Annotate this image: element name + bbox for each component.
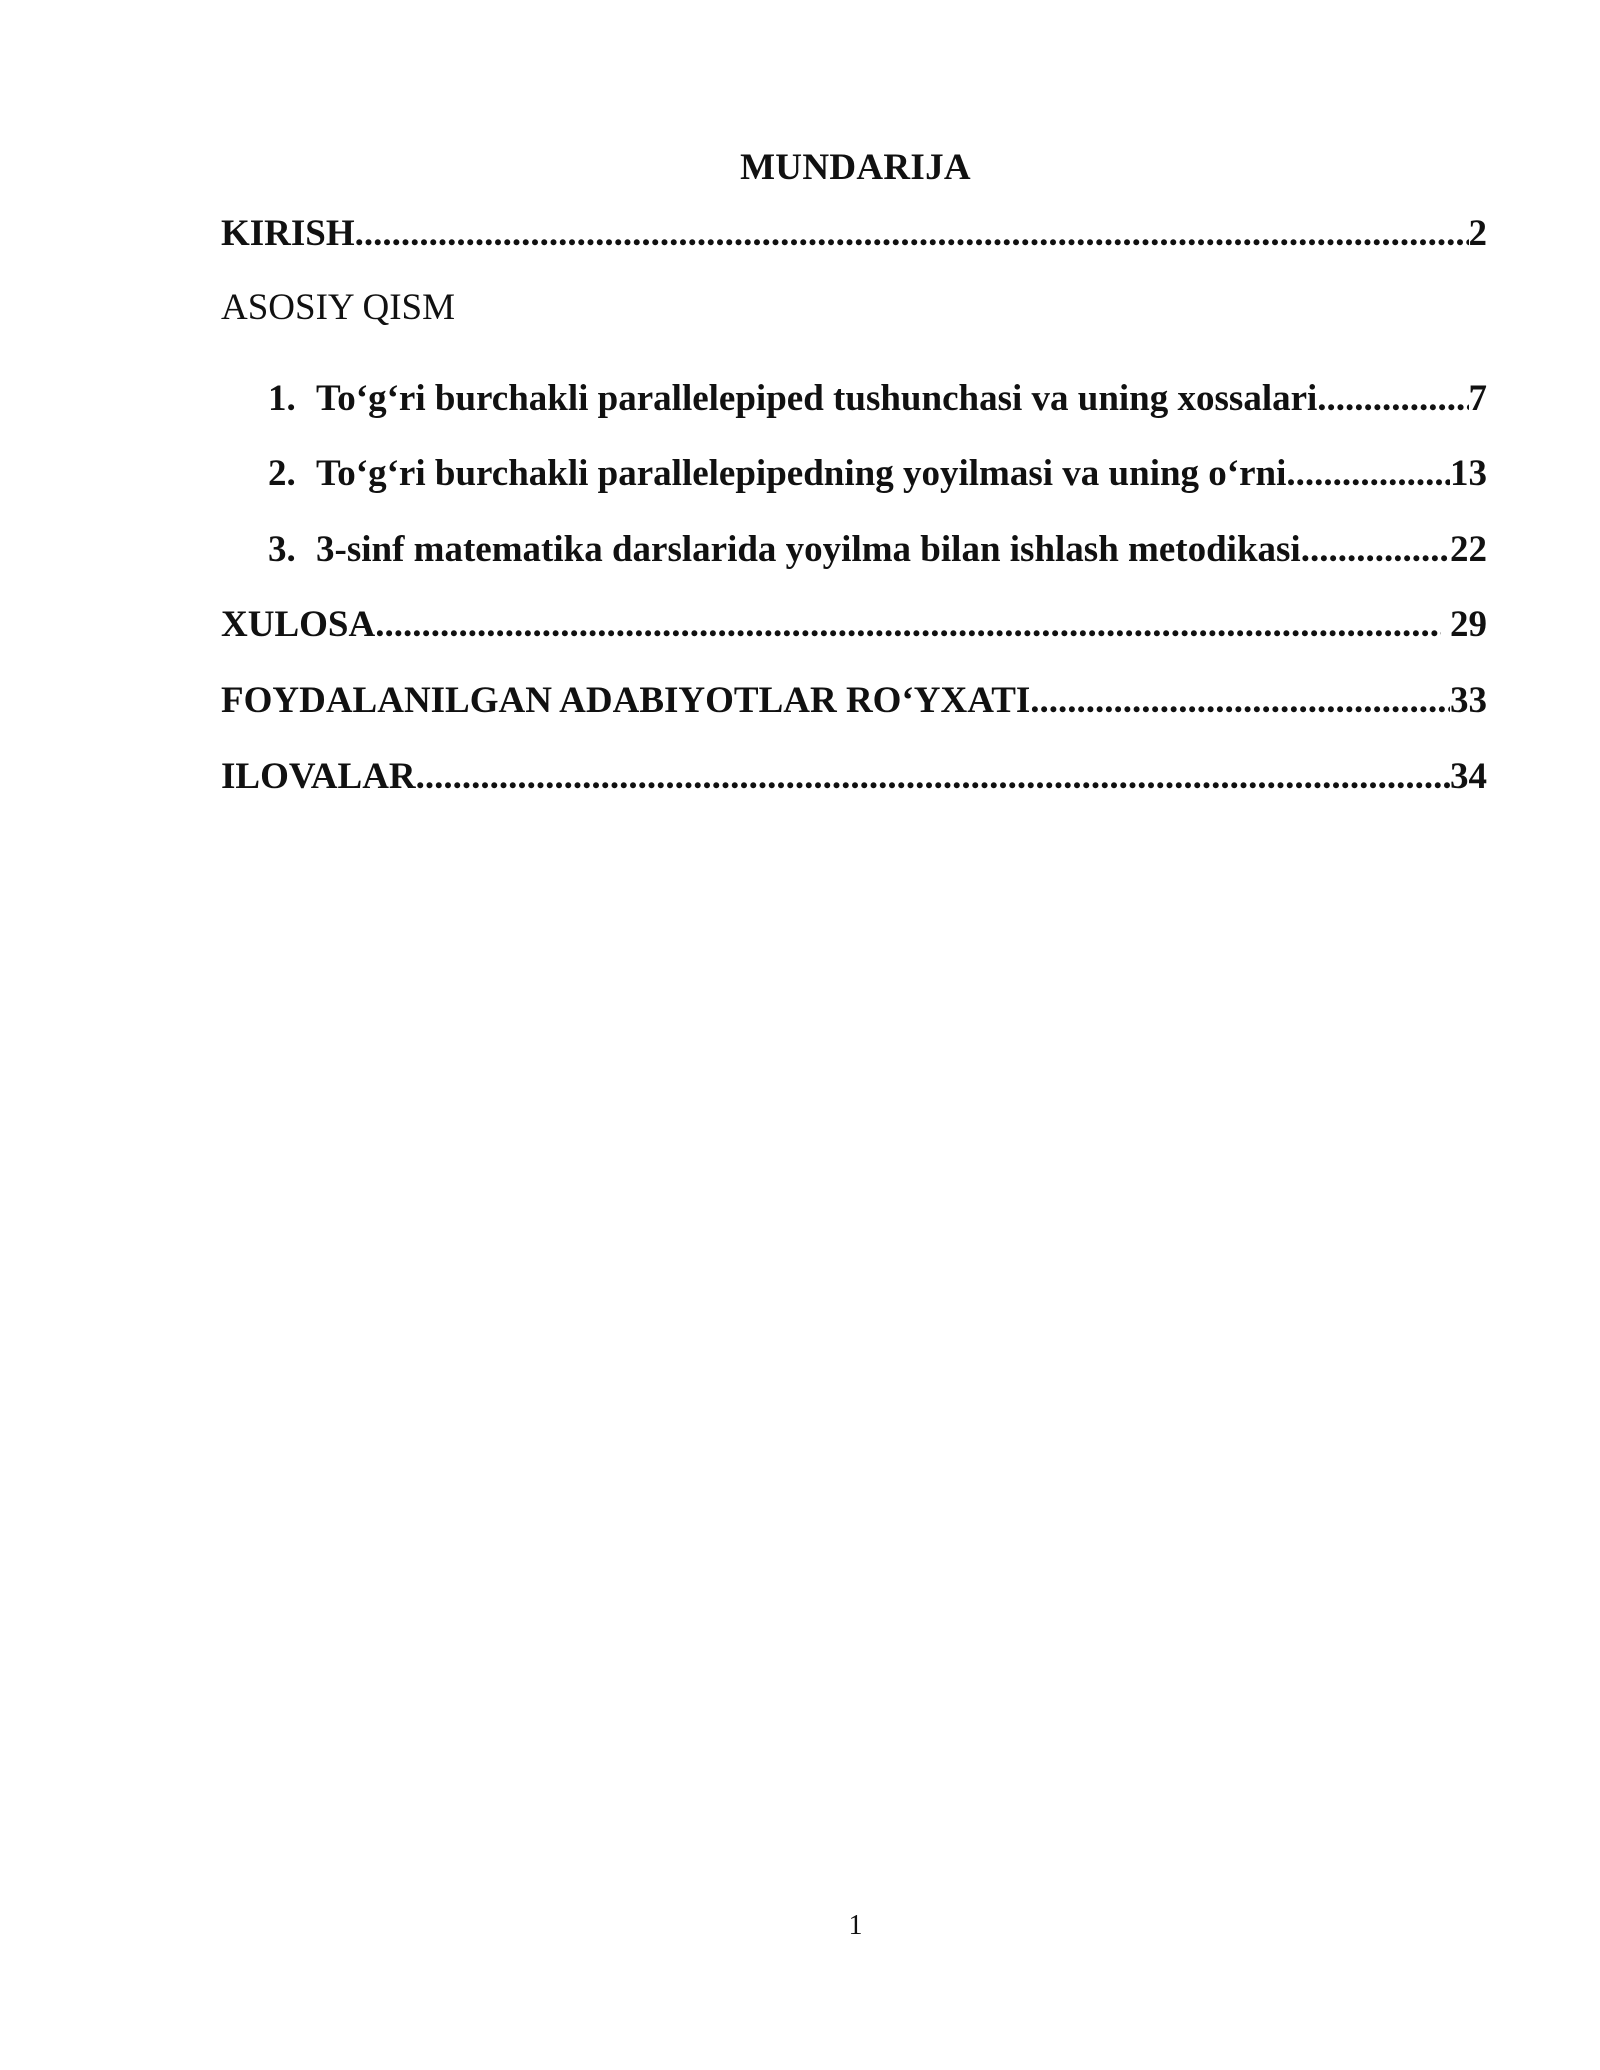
toc-entry-page: 7 — [1468, 378, 1487, 419]
toc-entry-chapter-2[interactable] — [268, 452, 1487, 495]
toc-entry-page: 33 — [1450, 680, 1487, 721]
toc-entry-number: 2. — [268, 453, 296, 494]
dot-leader — [1030, 679, 1450, 722]
toc-entry-page: 22 — [1450, 529, 1487, 570]
toc-entry-label: FOYDALANILGAN ADABIYOTLAR RO‘YXATI — [221, 680, 1031, 721]
dot-leader — [1301, 528, 1450, 571]
toc-entry-chapter-3[interactable] — [268, 528, 1487, 571]
toc-entry-number: 3. — [268, 529, 296, 570]
toc-entry-label: KIRISH — [221, 213, 355, 254]
toc-entry-page: 34 — [1450, 756, 1487, 797]
toc-entry-page: 13 — [1450, 453, 1487, 494]
dot-leader — [375, 603, 1441, 646]
toc-title: MUNDARIJA — [740, 147, 971, 188]
toc-entry-page: 2 — [1468, 213, 1487, 254]
toc-entry-page: 29 — [1440, 604, 1487, 645]
dot-leader — [1317, 377, 1468, 420]
toc-entry-number: 1. — [268, 378, 296, 419]
dot-leader — [355, 212, 1469, 255]
dot-leader — [1286, 452, 1450, 495]
dot-leader — [416, 755, 1450, 798]
toc-entry-label: To‘g‘ri burchakli parallelepipedning yoyilmasi va uning o‘rni — [316, 453, 1287, 494]
page-number: 1 — [848, 1910, 863, 1941]
toc-entry-label: To‘g‘ri burchakli parallelepiped tushunchasi va uning xossalari — [316, 378, 1318, 419]
toc-entry-adabiyotlar[interactable] — [221, 679, 1487, 722]
toc-entry-xulosa[interactable] — [221, 603, 1487, 646]
toc-entry-chapter-1[interactable] — [268, 377, 1487, 420]
toc-entry-label: XULOSA — [221, 604, 376, 645]
toc-entry-label: ILOVALAR — [221, 756, 416, 797]
section-heading-asosiy-qism: ASOSIY QISM — [221, 287, 456, 328]
toc-entry-label: 3-sinf matematika darslarida yoyilma bilan ishlash metodikasi — [316, 529, 1301, 570]
toc-entry-ilovalar[interactable] — [221, 755, 1487, 798]
toc-entry-kirish[interactable] — [221, 212, 1487, 255]
